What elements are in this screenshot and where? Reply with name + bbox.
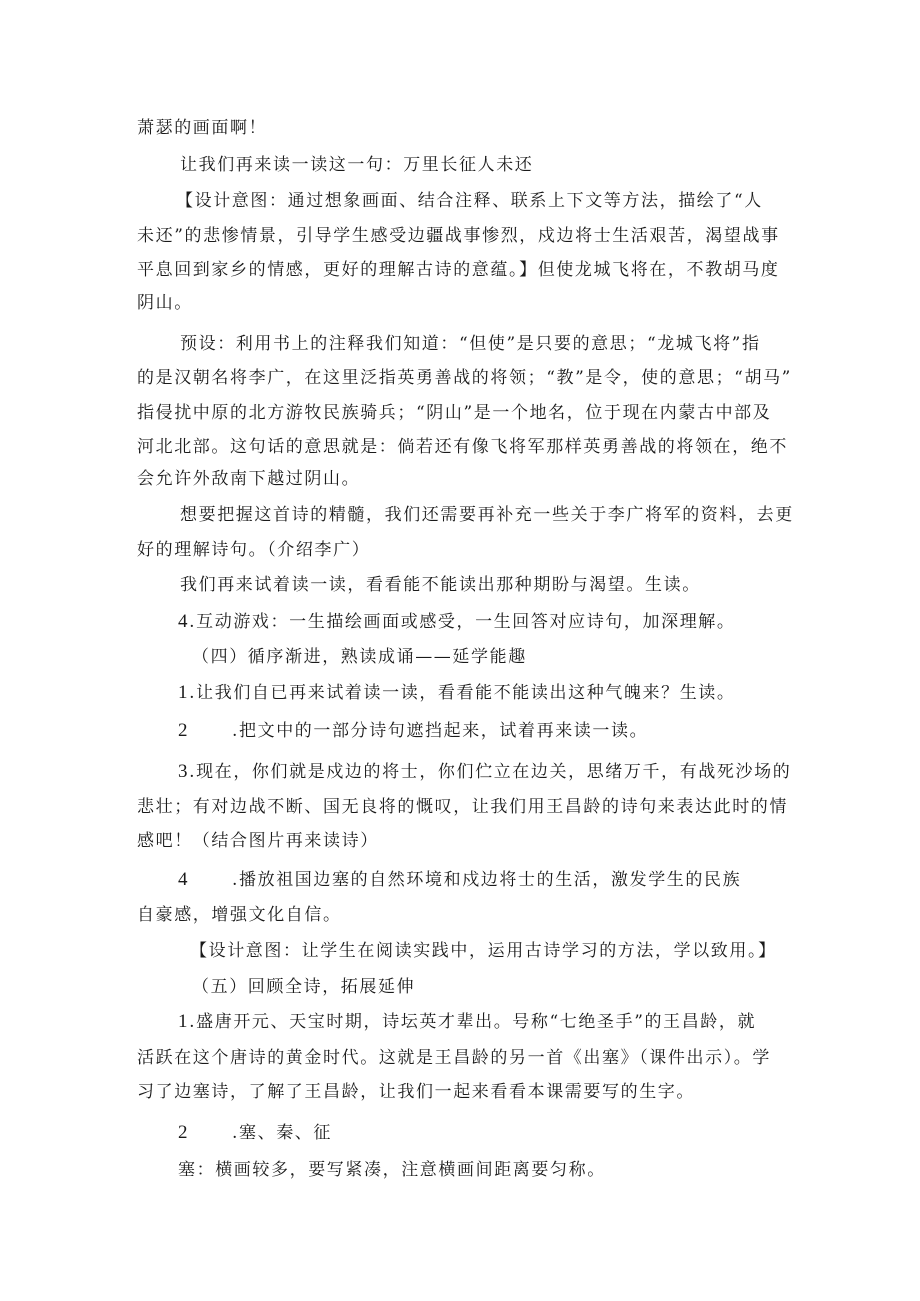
section-heading: （五）回顾全诗，拓展延伸 bbox=[192, 977, 416, 997]
text-line: 我们再来试着读一读，看看能不能读出那种期盼与渴望。生读。 bbox=[180, 575, 701, 595]
text-line: 会允许外敌南下越过阴山。 bbox=[137, 469, 361, 489]
text-line: 塞：横画较多，要写紧凑，注意横画间距离要匀称。 bbox=[178, 1160, 606, 1180]
text-line: 的是汉朝名将李广，在这里泛指英勇善战的将领；“教”是令，使的意思；“胡马” bbox=[137, 368, 792, 388]
list-text: .把文中的一部分诗句遮挡起来，试着再来读一读。 bbox=[232, 721, 649, 741]
preset-line: 预设：利用书上的注释我们知道：“但使”是只要的意思；“龙城飞将”指 bbox=[180, 334, 761, 354]
list-number: 3 bbox=[178, 761, 190, 782]
text-line: 平息回到家乡的情感，更好的理解古诗的意蕴。】但使龙城飞将在，不教胡马度 bbox=[137, 260, 780, 280]
text-line: 阴山。 bbox=[137, 293, 193, 313]
text-line: 未还”的悲惨情景，引导学生感受边疆战事惨烈，戍边将士生活艰苦，渴望战事 bbox=[137, 226, 780, 246]
list-text: .互动游戏：一生描绘画面或感受，一生回答对应诗句，加深理解。 bbox=[189, 612, 736, 632]
text-line: 河北北部。这句话的意思就是：倘若还有像飞将军那样英勇善战的将领在，绝不 bbox=[137, 437, 788, 457]
design-intent-line: 【设计意图：通过想象画面、结合注释、联系上下文等方法，描绘了“人 bbox=[176, 191, 763, 211]
list-item bbox=[178, 612, 736, 632]
text-line: 习了边塞诗，了解了王昌龄，让我们一起来看看本课需要写的生字。 bbox=[137, 1082, 695, 1102]
section-heading: （四）循序渐进，熟读成诵——延学能趣 bbox=[192, 647, 527, 667]
list-item bbox=[178, 762, 791, 782]
list-item bbox=[178, 721, 648, 741]
list-text: .让我们自已再来试着读一读，看看能不能读出这种气魄来？生读。 bbox=[189, 683, 736, 703]
list-text: .播放祖国边塞的自然环境和戍边将士的生活，激发学生的民族 bbox=[232, 870, 742, 890]
text-line: 指侵扰中原的北方游牧民族骑兵；“阴山”是一个地名，位于现在内蒙古中部及 bbox=[137, 403, 772, 423]
list-number: 4 bbox=[178, 869, 190, 890]
list-text: .现在，你们就是戍边的将士，你们伫立在边关，思绪万千，有战死沙场的 bbox=[189, 762, 792, 782]
list-item bbox=[178, 1123, 332, 1143]
list-number: 4 bbox=[178, 611, 190, 632]
text-line: 想要把握这首诗的精髓，我们还需要再补充一些关于李广将军的资料，去更 bbox=[180, 505, 794, 525]
text-line: 让我们再来读一读这一句：万里长征人未还 bbox=[180, 155, 534, 175]
list-item bbox=[178, 1012, 756, 1032]
list-number: 1 bbox=[178, 1011, 190, 1032]
text-line: 活跃在这个唐诗的黄金时代。这就是王昌龄的另一首《出塞》（课件出示）。学 bbox=[137, 1048, 771, 1068]
list-item bbox=[178, 870, 741, 890]
text-line: 悲壮；有对边战不断、国无良将的慨叹，让我们用王昌龄的诗句来表达此时的情 bbox=[137, 797, 788, 817]
list-number: 2 bbox=[178, 720, 190, 741]
list-text: .塞、秦、征 bbox=[232, 1123, 333, 1143]
text-line: 好的理解诗句。（介绍李广） bbox=[137, 540, 371, 560]
text-line: 感吧！（结合图片再来读诗） bbox=[137, 831, 379, 851]
list-number: 2 bbox=[178, 1122, 190, 1143]
text-line: 自豪感，增强文化自信。 bbox=[137, 905, 342, 925]
list-item bbox=[178, 683, 736, 703]
text-line: 萧瑟的画面啊！ bbox=[137, 118, 268, 138]
design-intent-line: 【设计意图：让学生在阅读实践中，运用古诗学习的方法，学以致用。】 bbox=[190, 941, 777, 961]
list-number: 1 bbox=[178, 682, 190, 703]
list-text: .盛唐开元、天宝时期，诗坛英才辈出。号称“七绝圣手”的王昌龄，就 bbox=[189, 1012, 757, 1032]
